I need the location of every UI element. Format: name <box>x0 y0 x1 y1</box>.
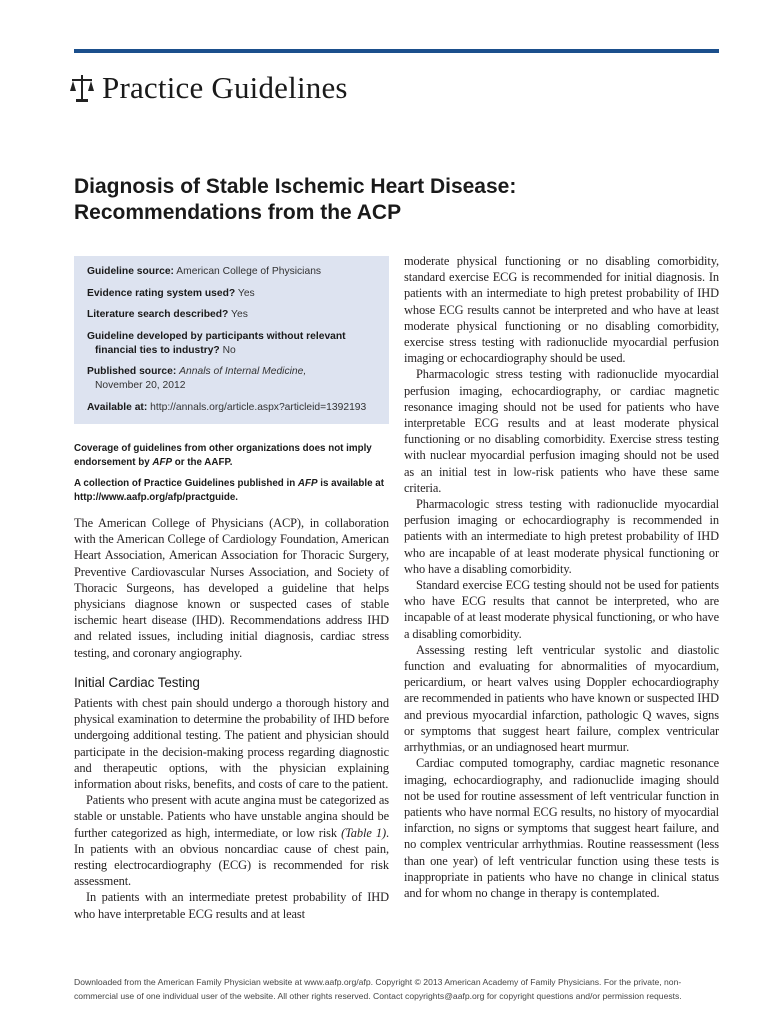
editorial-notes <box>74 442 392 512</box>
scales-of-justice-icon <box>70 73 94 103</box>
header-rule <box>74 49 719 53</box>
available-at-row: Available at: http://annals.org/article.aspx?articleid=1392193 <box>87 401 367 413</box>
body-paragraph: Pharmacologic stress testing with radionuclide myocardial perfusion imaging or echocardiography is recommended in patients with an intermediate to high pretest probability of IHD who are incapable of at least moderate physical functioning or who have a disabling comorbidity. <box>404 497 719 576</box>
body-paragraph: Standard exercise ECG testing should not be used for patients who have ECG results that cannot be interpreted, who are incapable of at least moderate physical functioning, or who have a disabling comorbidity. <box>404 578 719 641</box>
body-paragraph: Patients with chest pain should undergo a thorough history and physical examination to determine the probability of IHD before undergoing additional testing. The patient and physician should participate in the decision-making process regarding diagnostic and therapeutic options, with the physician explaining information about risks, benefits, and costs of care to the patient. <box>74 696 389 792</box>
section-title: Practice Guidelines <box>102 70 348 105</box>
evidence-rating-row: Evidence rating system used? Yes <box>87 287 255 299</box>
body-paragraph: Cardiac computed tomography, cardiac magnetic resonance imaging, echocardiography, and radionuclide imaging should not be used for routine assessment of left ventricular function in patients who have normal ECG results, no history of myocardial infarction, no signs or symptoms that suggest heart failure, and no complex ventricular arrhythmias. Routine reassessment (less than one year) of left ventricular function using these tests is inappropriate in patients who have no change in clinical status and for whom no change in therapy is contemplated. <box>404 756 719 900</box>
intro-paragraph: The American College of Physicians (ACP), in collaboration with the American College of Cardiology Foundation, American Heart Association, American Association for Thoracic Surgery, Preventive Cardiovascular Nurses Association, and Society of Thoracic Surgeons, has developed a guideline that helps physicians diagnose known or suspected cases of stable ischemic heart disease (IHD). Recommendations address IHD and related issues, including initial diagnosis, cardiac stress testing, and coronary angiography. <box>74 516 389 660</box>
body-paragraph: Assessing resting left ventricular systolic and diastolic function and evaluating for abnormalities of myocardium, pericardium, or heart valves using Doppler echocardiography are recommended in patients who have known or suspected IHD and previous myocardial infarction, pathologic Q waves, signs or symptoms that suggest heart failure, complex ventricular arrhythmias, or an undiagnosed heart murmur. <box>404 642 719 755</box>
guideline-info-box <box>74 256 389 424</box>
section-header <box>70 70 348 106</box>
guideline-link[interactable]: http://annals.org/article.aspx?articleid=1392193 <box>150 401 367 413</box>
body-column-left <box>74 515 389 922</box>
collection-note: A collection of Practice Guidelines published in AFP is available at http://www.aafp.org/afp/practguide. <box>74 478 384 503</box>
published-source-row: Published source: Annals of Internal Medicine, November 20, 2012 <box>87 366 307 391</box>
section-heading: Initial Cardiac Testing <box>74 674 200 690</box>
coverage-note: Coverage of guidelines from other organizations does not imply endorsement by AFP or the AAFP. <box>74 443 372 468</box>
article-title: Diagnosis of Stable Ischemic Heart Disease: Recommendations from the ACP <box>74 175 517 224</box>
financial-ties-row: Guideline developed by participants without relevant financial ties to industry? No <box>87 330 346 356</box>
guideline-source-row: Guideline source: American College of Physicians <box>87 266 322 277</box>
page-footer: Downloaded from the American Family Physician website at www.aafp.org/afp. Copyright © 2013 American Academy of Family Physicians. For the private, non- commercial use of one individual user of the website. All other rights reserved. Contact copyrights@aafp.org for copyright questions and/or permission requests. <box>74 977 682 1001</box>
body-column-right <box>404 253 719 901</box>
body-paragraph: Pharmacologic stress testing with radionuclide myocardial perfusion imaging, echocardiography, or cardiac magnetic resonance imaging should not be used for patients who have interpretable ECG results and at least moderate physical functioning or no disabling comorbidity. Exercise stress testing with nuclear myocardial perfusion imaging should not be used as an initial test in low-risk patients who have these same criteria. <box>404 367 719 495</box>
body-paragraph: In patients with an intermediate pretest probability of IHD who have interpretable ECG results and at least <box>74 890 389 921</box>
literature-search-row: Literature search described? Yes <box>87 309 248 320</box>
body-paragraph: moderate physical functioning or no disabling comorbidity, standard exercise ECG is recommended for initial diagnosis. In patients with an intermediate to high pretest probability of IHD whose ECG results cannot be interpreted and who have at least moderate physical functioning or no disabling comorbidity, exercise stress testing with radionuclide myocardial perfusion imaging or echocardiography should be used. <box>404 254 719 366</box>
body-paragraph: Patients who present with acute angina must be categorized as stable or unstable. Patients who have unstable angina should be further categorized as high, intermediate, or low risk (Table 1). In patients with an obvious noncardiac cause of chest pain, resting electrocardiography (ECG) is recommended for risk assessment. <box>74 793 389 889</box>
table-reference[interactable]: (Table 1) <box>341 825 386 840</box>
